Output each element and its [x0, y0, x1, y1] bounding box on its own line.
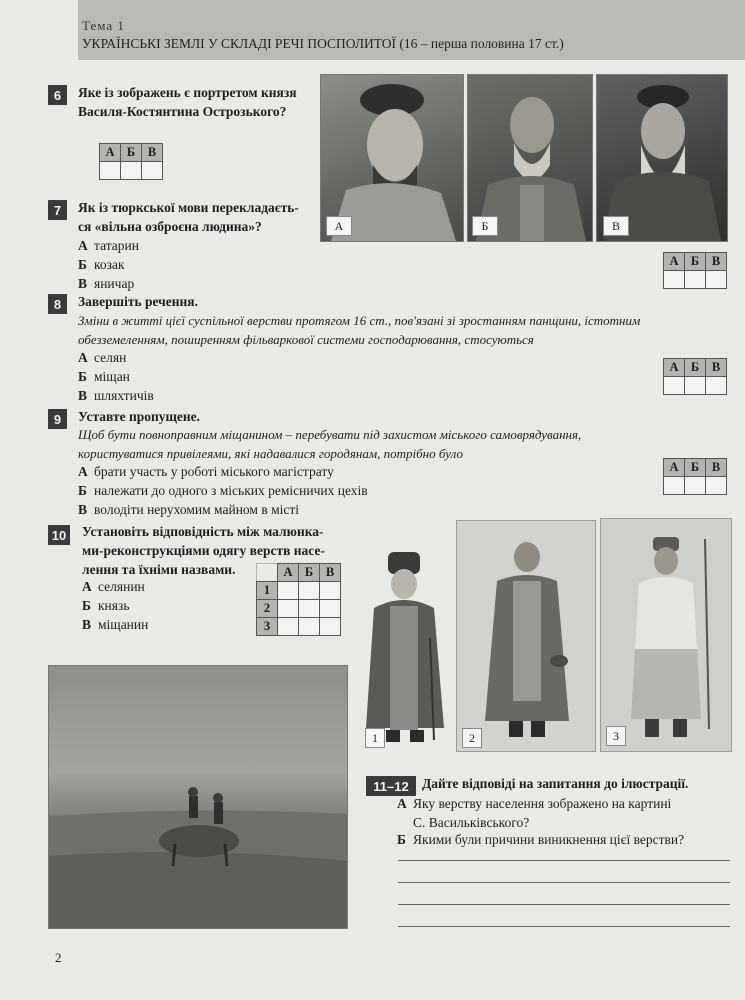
grid-9-header-a: А — [664, 459, 685, 477]
answer-line[interactable] — [398, 904, 730, 905]
answer-cell[interactable] — [664, 271, 685, 289]
option-8-v[interactable] — [78, 386, 154, 405]
option-letter: А — [78, 238, 88, 253]
answer-cell[interactable] — [142, 162, 163, 180]
option-letter: В — [78, 502, 88, 517]
question-9-prompt-line2: користуватися привілеями, які надавалися городянам, потрібно було — [78, 446, 463, 461]
option-text: князь — [98, 598, 130, 613]
grid-10-header-v: В — [320, 564, 341, 582]
costume-figure-1 — [360, 548, 452, 748]
grid-9-header-b: Б — [685, 459, 706, 477]
part-a-letter: А — [397, 796, 407, 811]
option-letter: В — [78, 276, 88, 291]
figure-1-drawing — [360, 548, 452, 748]
grid-10-row-2: 2 — [257, 600, 278, 618]
question-7-options — [78, 236, 139, 293]
part-b-text: Якими були причини виникнення цієї верстви? — [413, 832, 685, 847]
figure-1-label: 1 — [365, 728, 385, 748]
answer-cell[interactable] — [706, 477, 727, 495]
costume-figure-3 — [600, 518, 732, 752]
question-9-prompt-line1: Щоб бути повноправним міщанином – перебувати під захистом міського самоврядування, — [78, 427, 582, 442]
option-letter: В — [78, 388, 88, 403]
answer-cell[interactable] — [278, 618, 299, 636]
option-7-v[interactable] — [78, 274, 139, 293]
grid-7-header-b: Б — [685, 253, 706, 271]
grid-6-header-b: Б — [121, 144, 142, 162]
grid-10-header-a: А — [278, 564, 299, 582]
option-text: селян — [94, 350, 127, 365]
option-text: належати до одного з міських ремісничих цехів — [94, 483, 368, 498]
theme-title: УКРАЇНСЬКІ ЗЕМЛІ У СКЛАДІ РЕЧІ ПОСПОЛИТОЇ (16 – перша половина 17 ст.) — [82, 36, 564, 51]
question-7-line2: ся «вільна озброєна людина»? — [78, 219, 262, 234]
painting-scene — [49, 666, 347, 928]
grid-10-corner — [257, 564, 278, 582]
grid-8-header-a: А — [664, 359, 685, 377]
option-letter: Б — [78, 257, 87, 272]
grid-8-header-v: В — [706, 359, 727, 377]
option-8-a[interactable] — [78, 348, 154, 367]
answer-cell[interactable] — [320, 600, 341, 618]
question-10-line1: Установіть відповідність між малюнка- — [82, 524, 324, 539]
theme-label: Тема 1 — [82, 18, 125, 33]
question-11-12-number: 11–12 — [366, 776, 416, 796]
option-7-a[interactable] — [78, 236, 139, 255]
option-letter: А — [78, 464, 88, 479]
part-b-letter: Б — [397, 832, 406, 847]
answer-cell[interactable] — [664, 377, 685, 395]
painting-vasylkivsky — [48, 665, 348, 929]
answer-line[interactable] — [398, 882, 730, 883]
answer-grid-9 — [663, 458, 727, 495]
answer-cell[interactable] — [320, 618, 341, 636]
option-10-b[interactable] — [82, 596, 148, 615]
option-text: яничар — [94, 276, 135, 291]
grid-10-row-1: 1 — [257, 582, 278, 600]
grid-6-header-v: В — [142, 144, 163, 162]
grid-10-header-b: Б — [299, 564, 320, 582]
answer-grid-7 — [663, 252, 727, 289]
question-8-prompt — [78, 311, 738, 349]
answer-grid-6 — [99, 143, 163, 180]
question-7-text — [78, 198, 299, 236]
question-6-text — [78, 83, 297, 121]
question-9-number: 9 — [48, 409, 67, 429]
answer-cell[interactable] — [278, 600, 299, 618]
figure-2-drawing — [457, 521, 595, 751]
answer-cell[interactable] — [664, 477, 685, 495]
option-text: брати участь у роботі міського магістрату — [94, 464, 334, 479]
part-a-line1: Яку верству населення зображено на картині — [413, 796, 672, 811]
option-9-b[interactable] — [78, 481, 368, 500]
question-7-number: 7 — [48, 200, 67, 220]
figure-3-label: 3 — [606, 726, 626, 746]
answer-cell[interactable] — [685, 477, 706, 495]
question-11-part-a — [397, 794, 737, 832]
question-10-line2: ми-реконструкціями одягу верств насе- — [82, 543, 325, 558]
option-text: володіти нерухомим майном в місті — [94, 502, 300, 517]
question-9-text: Уставте пропущене. — [78, 409, 201, 424]
option-8-b[interactable] — [78, 367, 154, 386]
answer-cell[interactable] — [685, 271, 706, 289]
option-text: татарин — [94, 238, 139, 253]
answer-cell[interactable] — [706, 377, 727, 395]
option-letter: А — [82, 579, 92, 594]
option-letter: А — [78, 350, 88, 365]
option-9-v[interactable] — [78, 500, 368, 519]
grid-10-row-3: 3 — [257, 618, 278, 636]
portrait-b-label: Б — [472, 216, 498, 236]
grid-7-header-v: В — [706, 253, 727, 271]
page-number: 2 — [55, 950, 62, 965]
answer-cell[interactable] — [100, 162, 121, 180]
grid-9-header-v: В — [706, 459, 727, 477]
question-8-prompt-line1: Зміни в житті цієї суспільної верстви протягом 16 ст., пов'язані зі зростанням панщини, істотним — [78, 313, 641, 328]
answer-cell[interactable] — [685, 377, 706, 395]
costume-figure-2 — [456, 520, 596, 752]
question-6-line2: Василя-Костянтина Острозького? — [78, 104, 287, 119]
question-6-line1: Яке із зображень є портретом князя — [78, 85, 297, 100]
option-text: міщан — [94, 369, 130, 384]
portrait-a-label: А — [326, 216, 352, 236]
option-text: селянин — [98, 579, 145, 594]
answer-cell[interactable] — [299, 600, 320, 618]
option-10-v[interactable] — [82, 615, 148, 634]
option-text: міщанин — [98, 617, 149, 632]
option-letter: Б — [78, 369, 87, 384]
option-9-a[interactable] — [78, 462, 368, 481]
option-letter: Б — [82, 598, 91, 613]
figure-3-drawing — [601, 519, 731, 751]
answer-cell[interactable] — [320, 582, 341, 600]
option-text: шляхтичів — [94, 388, 154, 403]
grid-8-header-b: Б — [685, 359, 706, 377]
option-letter: Б — [78, 483, 87, 498]
option-letter: В — [82, 617, 92, 632]
question-9-prompt — [78, 425, 738, 463]
figure-2-label: 2 — [462, 728, 482, 748]
question-8-prompt-line2: обезземеленням, поширенням фільваркової системи господарювання, стосуються — [78, 332, 534, 347]
question-8-options — [78, 348, 154, 405]
answer-cell[interactable] — [278, 582, 299, 600]
answer-cell[interactable] — [299, 618, 320, 636]
grid-6-header-a: А — [100, 144, 121, 162]
part-a-line2: С. Васильківського? — [413, 815, 530, 830]
answer-grid-10 — [256, 563, 341, 636]
answer-cell[interactable] — [299, 582, 320, 600]
option-7-b[interactable] — [78, 255, 139, 274]
answer-line[interactable] — [398, 926, 730, 927]
question-12-part-b — [397, 830, 737, 849]
question-10-line3: лення та їхніми назвами. — [82, 562, 236, 577]
option-10-a[interactable] — [82, 577, 148, 596]
question-10-number: 10 — [48, 525, 70, 545]
portrait-v-label: В — [603, 216, 629, 236]
question-11-12-text: Дайте відповіді на запитання до ілюстрації. — [422, 776, 689, 791]
question-8-number: 8 — [48, 294, 67, 314]
answer-grid-8 — [663, 358, 727, 395]
question-9-options — [78, 462, 368, 519]
question-8-text: Завершіть речення. — [78, 294, 198, 309]
answer-cell[interactable] — [121, 162, 142, 180]
question-10-options — [82, 577, 148, 634]
answer-line[interactable] — [398, 860, 730, 861]
question-7-line1: Як із тюркської мови перекладаєть- — [78, 200, 299, 215]
option-text: козак — [94, 257, 125, 272]
answer-cell[interactable] — [706, 271, 727, 289]
question-6-number: 6 — [48, 85, 67, 105]
grid-7-header-a: А — [664, 253, 685, 271]
